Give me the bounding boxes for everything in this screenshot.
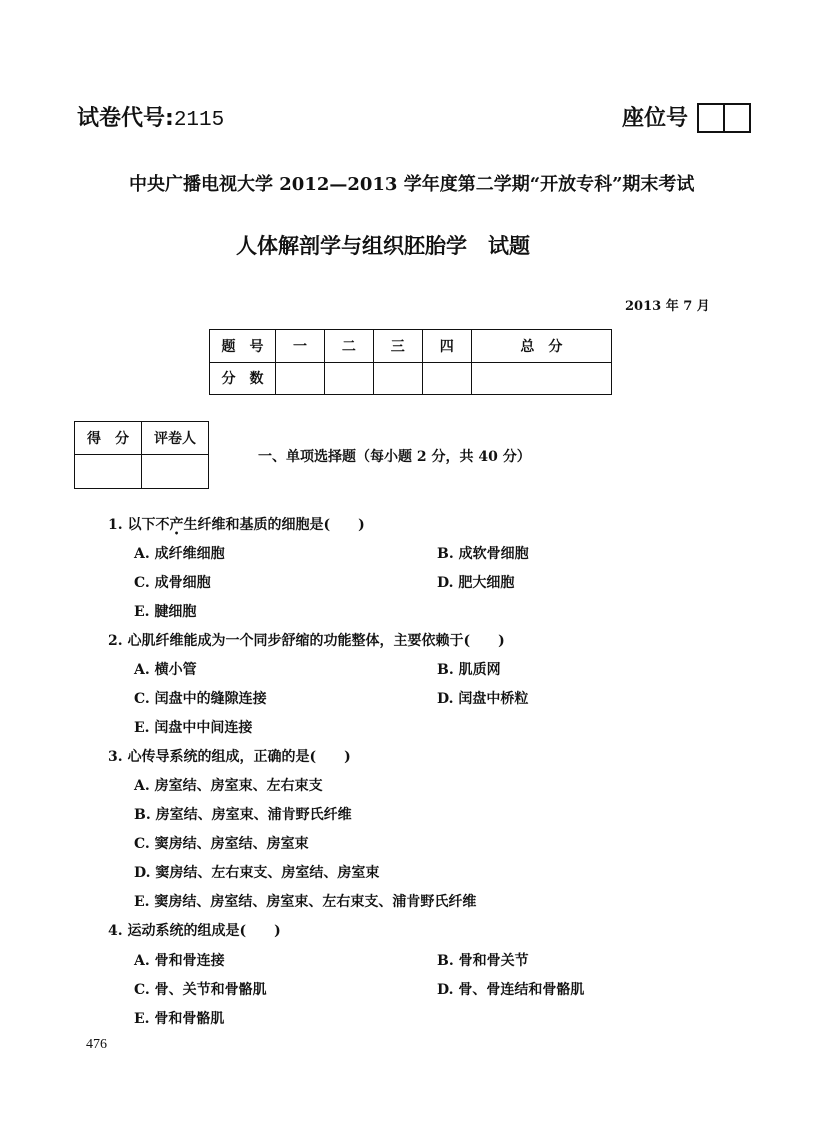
- score-table: [209, 329, 612, 395]
- option: B. 房室结、房室束、浦肯野氏纤维: [134, 807, 352, 823]
- exam-code-label: 试卷代号: [77, 106, 166, 131]
- emphasized-text: 不产生: [155, 517, 198, 533]
- option: D. 闰盘中桥粒: [437, 691, 529, 707]
- question-number: 4.: [108, 923, 123, 939]
- question-text-pre: 以下: [127, 517, 156, 533]
- score-table-row-label: 题 号: [210, 330, 276, 363]
- question-number: 2.: [108, 633, 123, 649]
- question-number: 1.: [108, 517, 123, 533]
- question-4: [108, 920, 281, 940]
- exam-code-separator: :: [165, 106, 174, 131]
- exam-subtitle: 中央广播电视大学 2012—2013 学年度第二学期“开放专科”期末考试: [129, 174, 695, 195]
- option: C. 成骨细胞: [134, 575, 211, 591]
- option: B. 肌质网: [437, 662, 501, 678]
- exam-code-value: 2115: [173, 109, 225, 132]
- option: E. 骨和骨骼肌: [134, 1011, 225, 1027]
- score-table-column: 总 分: [471, 330, 611, 363]
- score-table-header-row: [210, 330, 612, 363]
- score-table-column: 三: [373, 330, 422, 363]
- question-text: 运动系统的组成是( ): [127, 923, 281, 939]
- option: E. 闰盘中中间连接: [134, 720, 253, 736]
- question-1: [108, 514, 365, 534]
- score-table-column: 一: [276, 330, 325, 363]
- question-text: 心传导系统的组成，正确的是( ): [127, 749, 351, 765]
- score-table-column: 二: [324, 330, 373, 363]
- score-cell: [276, 362, 325, 395]
- section-heading: 一、单项选择题（每小题 2 分，共 40 分）: [258, 449, 531, 465]
- seat-number-box: [699, 105, 725, 131]
- option: E. 窦房结、房室结、房室束、左右束支、浦肯野氏纤维: [134, 894, 477, 910]
- grader-box: [74, 421, 209, 489]
- question-2: [108, 630, 505, 650]
- question-number: 3.: [108, 749, 123, 765]
- option: C. 闰盘中的缝隙连接: [134, 691, 267, 707]
- seat-number-label: 座位号: [622, 106, 689, 131]
- score-cell: [373, 362, 422, 395]
- score-cell: [471, 362, 611, 395]
- option: A. 骨和骨连接: [134, 953, 225, 969]
- grader-score-cell: [75, 455, 142, 489]
- option: D. 肥大细胞: [437, 575, 515, 591]
- option: D. 骨、骨连结和骨骼肌: [437, 982, 585, 998]
- seat-number-boxes: [697, 103, 751, 133]
- grader-name-label: 评卷人: [142, 422, 209, 455]
- score-table-score-row: [210, 362, 612, 395]
- option: E. 腱细胞: [134, 604, 197, 620]
- score-cell: [324, 362, 373, 395]
- question-3: [108, 746, 351, 766]
- option: D. 窦房结、左右束支、房室结、房室束: [134, 865, 380, 881]
- score-table-column: 四: [422, 330, 471, 363]
- option: A. 成纤维细胞: [134, 546, 225, 562]
- option: B. 成软骨细胞: [437, 546, 529, 562]
- option: C. 窦房结、房室结、房室束: [134, 836, 309, 852]
- option: A. 房室结、房室束、左右束支: [134, 778, 323, 794]
- grader-score-label: 得 分: [75, 422, 142, 455]
- exam-code: [77, 101, 224, 132]
- option: C. 骨、关节和骨骼肌: [134, 982, 267, 998]
- question-text-post: 纤维和基质的细胞是( ): [197, 517, 365, 533]
- exam-title: 人体解剖学与组织胚胎学 试题: [236, 234, 530, 258]
- page-number: 476: [86, 1037, 107, 1052]
- grader-name-cell: [142, 455, 209, 489]
- score-table-row-label: 分 数: [210, 362, 276, 395]
- seat-number-box: [725, 105, 749, 131]
- question-text: 心肌纤维能成为一个同步舒缩的功能整体，主要依赖于( ): [127, 633, 505, 649]
- score-cell: [422, 362, 471, 395]
- exam-date: 2013 年 7 月: [625, 299, 710, 314]
- option: B. 骨和骨关节: [437, 953, 529, 969]
- option: A. 横小管: [134, 662, 197, 678]
